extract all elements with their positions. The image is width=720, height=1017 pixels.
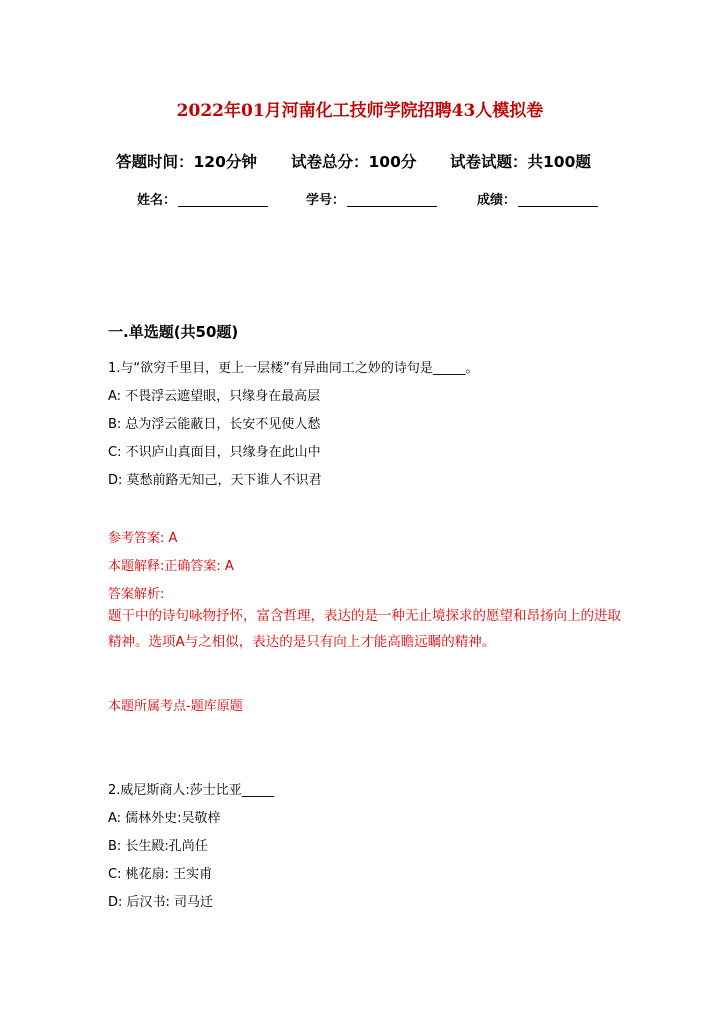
q2-option-d[interactable]: D: 后汉书: 司马迁 — [108, 895, 214, 910]
score-label: 成绩： — [477, 193, 517, 208]
q1-explain-label: 本题解释:正确答案: A — [108, 559, 234, 574]
exam-total-questions: 试卷试题：共100题 — [450, 153, 591, 171]
q1-analysis-text: 题干中的诗句咏物抒怀，富含哲理，表达的是一种无止境探求的愿望和昂扬向上的进取精神。选项A与之相似，表达的是只有向上才能高瞻远瞩的精神。 — [108, 608, 621, 650]
student-id-blank[interactable] — [347, 206, 437, 207]
q1-option-b[interactable]: B: 总为浮云能蔽日，长安不见使人愁 — [108, 417, 321, 432]
score-blank[interactable] — [518, 206, 598, 207]
q2-option-b[interactable]: B: 长生殿:孔尚任 — [108, 839, 208, 854]
q1-stem: 1.与“欲穷千里目，更上一层楼”有异曲同工之妙的诗句是_____。 — [108, 361, 479, 376]
exam-time: 答题时间：120分钟 — [116, 153, 257, 171]
q1-answer: 参考答案: A — [108, 531, 178, 546]
name-blank[interactable] — [178, 206, 268, 207]
exam-title: 2022年01月河南化工技师学院招聘43人模拟卷 — [176, 101, 544, 121]
student-id-field[interactable] — [306, 189, 437, 208]
q2-option-a[interactable]: A: 儒林外史:吴敬梓 — [108, 811, 221, 826]
name-label: 姓名： — [137, 193, 177, 208]
q1-analysis-label: 答案解析: — [108, 587, 165, 602]
q1-option-a[interactable]: A: 不畏浮云遮望眼，只缘身在最高层 — [108, 389, 321, 404]
q1-option-d[interactable]: D: 莫愁前路无知己，天下谁人不识君 — [108, 473, 322, 488]
q1-source: 本题所属考点-题库原题 — [108, 699, 243, 714]
name-field[interactable] — [137, 189, 268, 208]
q2-stem: 2.威尼斯商人:莎士比亚_____ — [108, 783, 275, 798]
q1-option-c[interactable]: C: 不识庐山真面目，只缘身在此山中 — [108, 445, 321, 460]
section-title: 一.单选题(共50题) — [108, 323, 239, 341]
student-id-label: 学号： — [306, 193, 346, 208]
exam-total-score: 试卷总分：100分 — [291, 153, 417, 171]
q2-option-c[interactable]: C: 桃花扇: 王实甫 — [108, 867, 213, 882]
score-field[interactable] — [477, 189, 598, 208]
